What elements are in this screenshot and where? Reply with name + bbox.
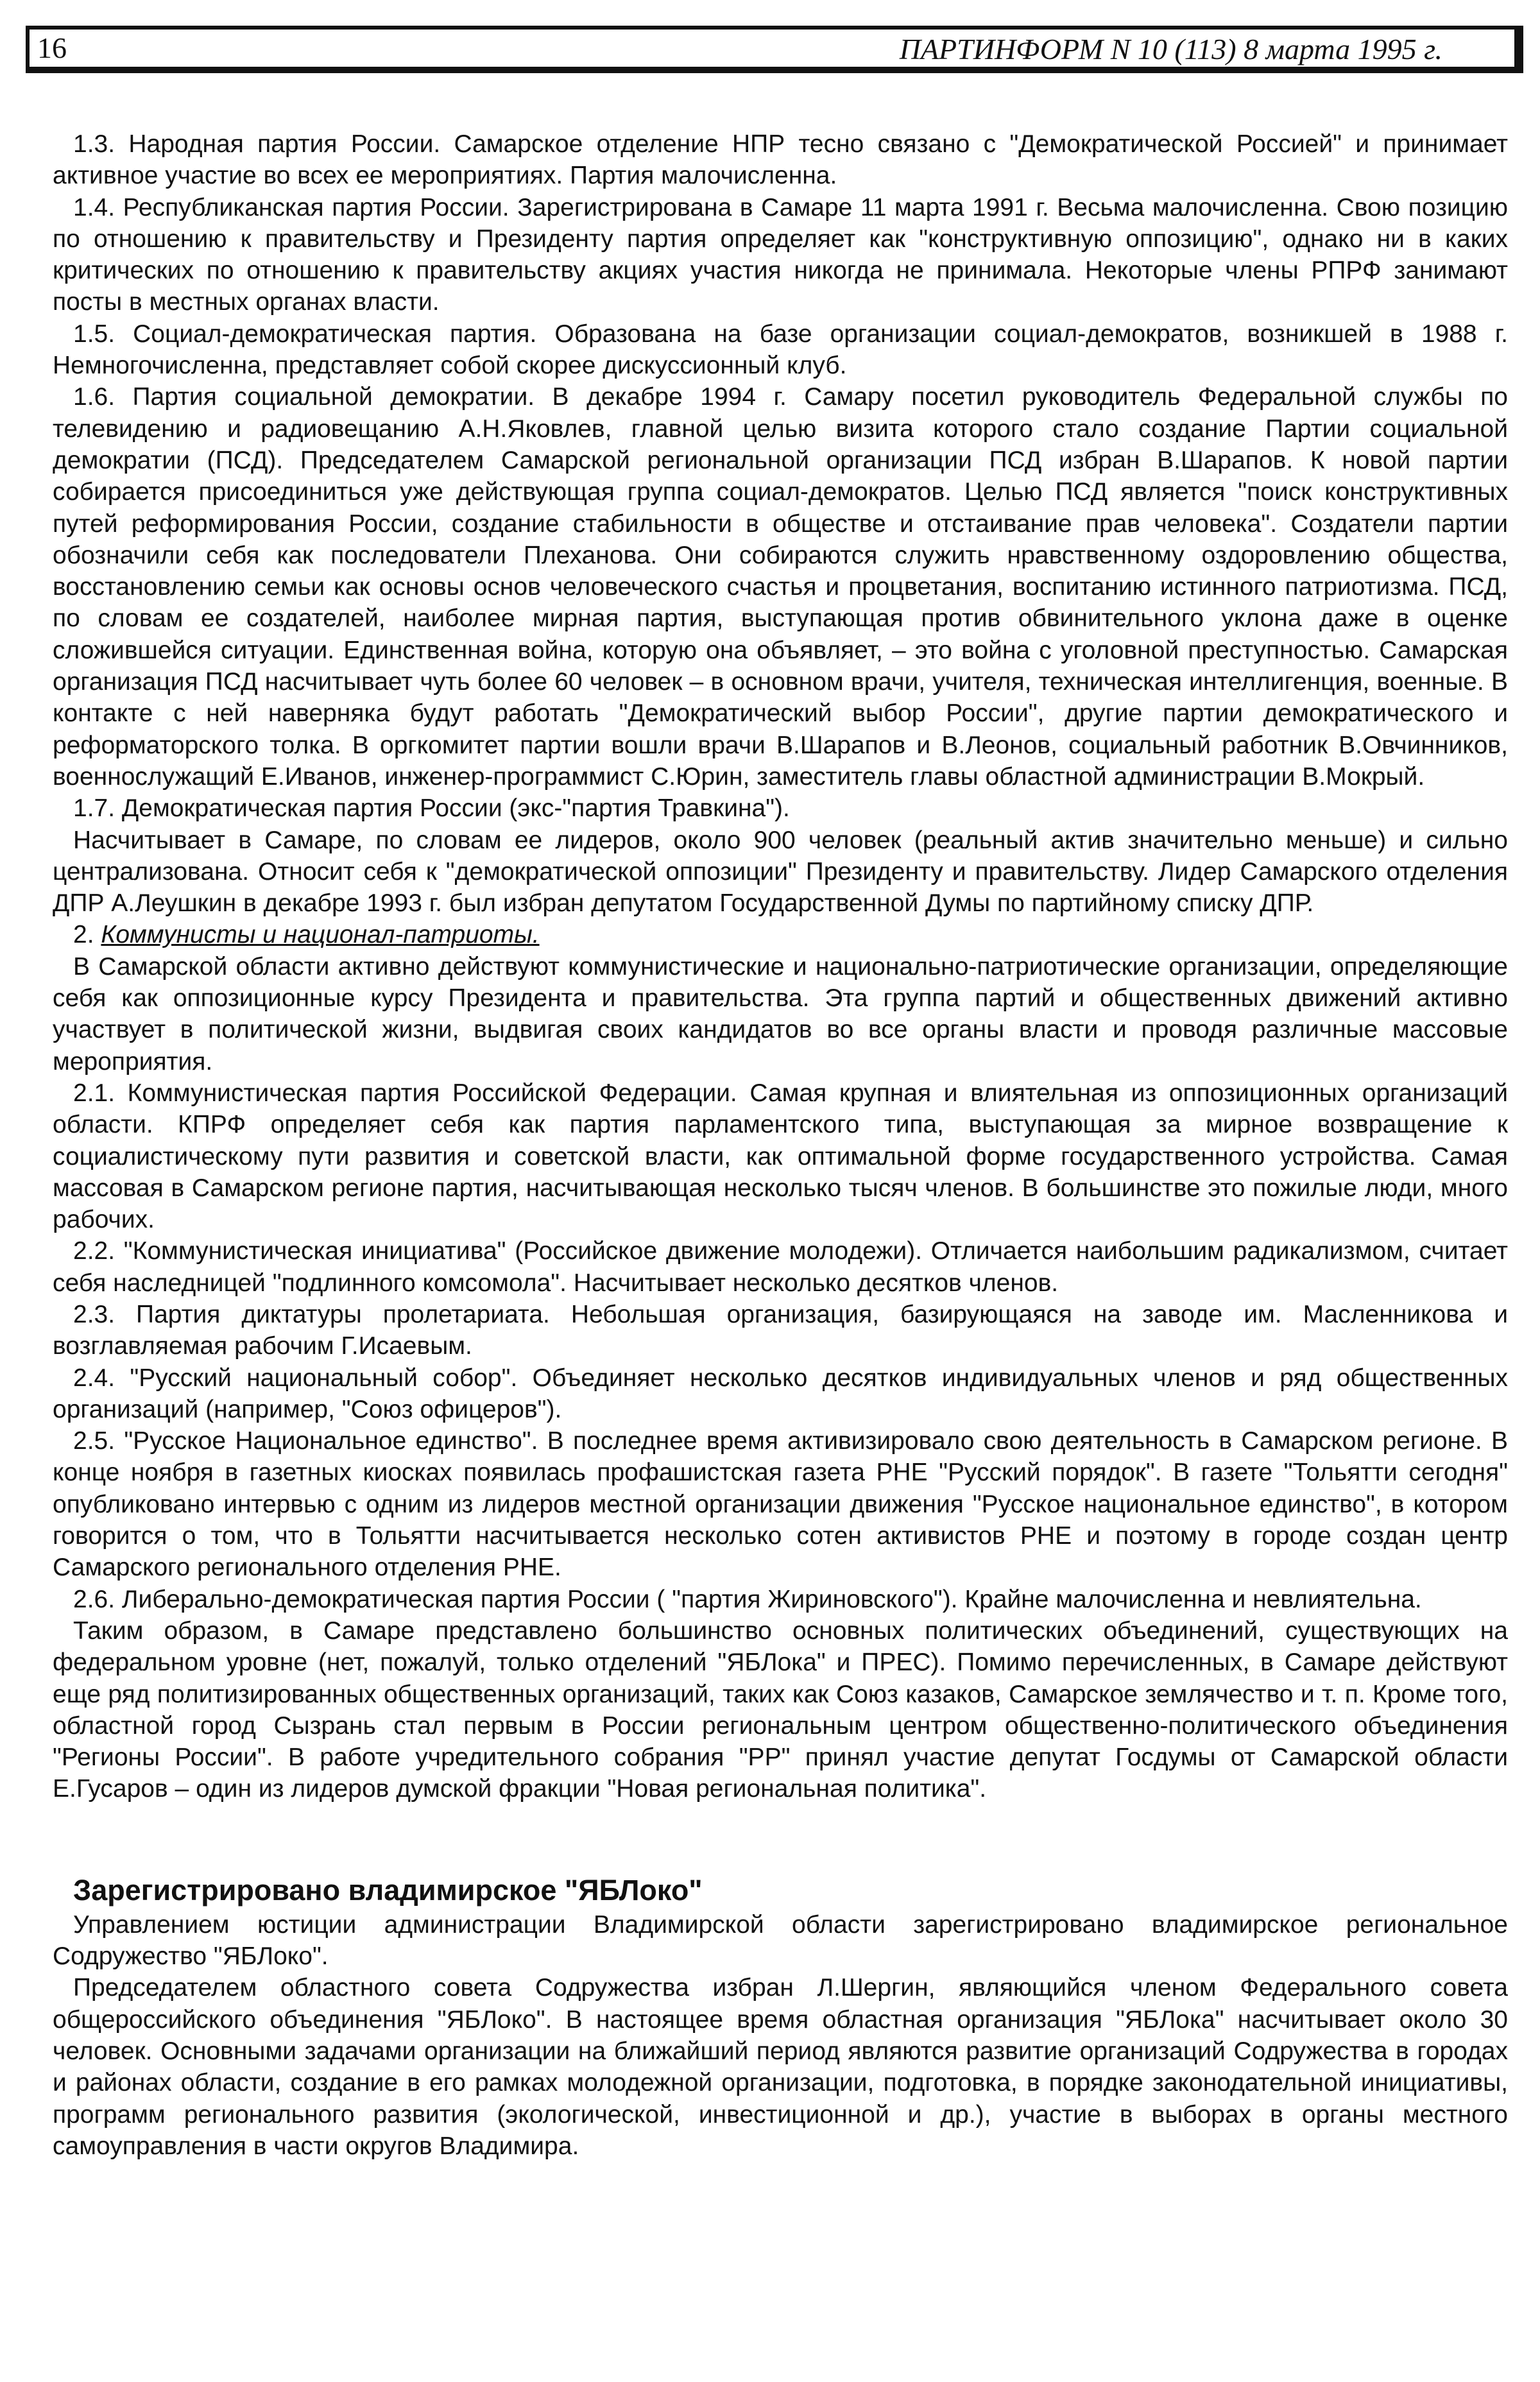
article-separator [53, 1805, 1508, 1872]
article-2-paragraph-2: Председателем областного совета Содружества избран Л.Шергин, являющийся членом Федерального совета общероссийского объединения "ЯБЛоко". В настоящее время областная организация "ЯБЛока" насчитывает около 30 человек. Основными задачами организации на ближайший период являются развитие организаций Содружества в городах и районах области, создание в его рамках молодежной организации, подготовка, в порядке законодательной инициативы, программ регионального развития (экологической, инвестиционной и др.), участие в выборах в органы местного самоуправления в части округов Владимира. [53, 1974, 1508, 2160]
section-2-heading [53, 919, 1508, 950]
page-header [26, 26, 1523, 73]
paragraph-1-5: 1.5. Социал-демократическая партия. Образована на базе организации социал-демократов, возникшей в 1988 г. Немногочисленна, представляет собой скорее дискуссионный клуб. [53, 320, 1508, 380]
paragraph-1-7: 1.7. Демократическая партия России (экс-"партия Травкина"). [73, 794, 790, 823]
paragraph-2-5: 2.5. "Русское Национальное единство". В последнее время активизировало свою деятельность в Самарском регионе. В конце ноября в газетных киосках появилась профашистская газета РНЕ "Русский порядок". В газете "Тольятти сегодня" опубликовано интервью с одним из лидеров местной организации движения "Русское национальное единство", в котором говорится о том, что в Тольятти насчитывается несколько сотен активистов РНЕ и поэтому в городе создан центр Самарского регионального отделения РНЕ. [53, 1427, 1508, 1582]
paragraph-2-6: 2.6. Либерально-демократическая партия России ( "партия Жириновского"). Крайне малочисленна и невлиятельна. [73, 1585, 1422, 1613]
paragraph-section-2-intro: В Самарской области активно действуют коммунистические и национально-патриотические организации, определяющие себя как оппозиционные курсу Президента и правительства. Эта группа партий и общественных движений активно участвует в политической жизни, выдвигая своих кандидатов во все органы власти и проводя различные массовые мероприятия. [53, 952, 1508, 1075]
article-2-paragraph-1: Управлением юстиции администрации Владимирской области зарегистрировано владимирское региональное Содружество "ЯБЛоко". [53, 1910, 1508, 1971]
paragraph-2-1: 2.1. Коммунистическая партия Российской Федерации. Самая крупная и влиятельная из оппозиционных организаций области. КПРФ определяет себя как партия парламентского типа, выступающая за мирное возвращение к социалистическому пути развития и советской власти, как оптимальной форме государственного устройства. Самая массовая в Самарском регионе партия, насчитывающая несколько тысяч членов. В большинстве это пожилые люди, много рабочих. [53, 1079, 1508, 1234]
paragraph-2-3: 2.3. Партия диктатуры пролетариата. Небольшая организация, базирующаяся на заводе им. Масленникова и возглавляемая рабочим Г.Исаевым. [53, 1300, 1508, 1360]
paragraph-2-2: 2.2. "Коммунистическая инициатива" (Российское движение молодежи). Отличается наибольшим радикализмом, считает себя наследницей "подлинного комсомола". Насчитывает несколько десятков членов. [53, 1237, 1508, 1297]
article-body [53, 128, 1508, 2162]
section-2-number: 2. [73, 921, 101, 949]
running-head: ПАРТИНФОРМ N 10 (113) 8 марта 1995 г. [899, 33, 1442, 65]
page-number: 16 [37, 31, 67, 64]
section-2-title: Коммунисты и национал-патриоты. [101, 921, 540, 949]
paragraph-dpr-details: Насчитывает в Самаре, по словам ее лидеров, около 900 человек (реальный актив значительно меньше) и сильно централизована. Относит себя к "демократической оппозиции" Президенту и правительству. Лидер Самарского отделения ДПР А.Леушкин в декабре 1993 г. был избран депутатом Государственной Думы по партийному списку ДПР. [53, 826, 1508, 918]
article-2-headline: Зарегистрировано владимирское "ЯБЛоко" [73, 1873, 703, 1906]
paragraph-conclusion: Таким образом, в Самаре представлено большинство основных политических объединений, существующих на федеральном уровне (нет, пожалуй, только отделений "ЯБЛока" и ПРЕС). Помимо перечисленных, в Самаре действуют еще ряд политизированных общественных организаций, таких как Союз казаков, Самарское землячество и т. п. Кроме того, областной город Сызрань стал первым в России региональным центром общественно-политического объединения "Регионы России". В работе учредительного собрания "РР" принял участие депутат Госдумы от Самарской области Е.Гусаров – один из лидеров думской фракции "Новая региональная политика". [53, 1616, 1508, 1803]
paragraph-1-6: 1.6. Партия социальной демократии. В декабре 1994 г. Самару посетил руководитель Федеральной службы по телевидению и радиовещанию А.Н.Яковлев, главной целью визита которого стало создание Партии социальной демократии (ПСД). Председателем Самарской региональной организации ПСД избран В.Шарапов. К новой партии собирается присоединиться уже действующая группа социал-демократов. Целью ПСД является "поиск конструктивных путей реформирования России, создание стабильности в обществе и отстаивание прав человека". Создатели партии обозначили себя как последователи Плеханова. Они собираются служить нравственному оздоровлению общества, восстановлению семьи как основы основ человеческого счастья и процветания, воспитанию истинного патриотизма. ПСД, по словам ее создателей, наиболее мирная партия, выступающая против обвинительного уклона даже в оценке сложившейся ситуации. Единственная война, которую она объявляет, – это война с уголовной преступностью. Самарская организация ПСД насчитывает чуть более 60 человек – в основном врачи, учителя, техническая интеллигенция, военные. В контакте с ней наверняка будут работать "Демократический выбор России", другие партии демократического и реформаторского толка. В оргкомитет партии вошли врачи В.Шарапов и В.Леонов, социальный работник В.Овчинников, военнослужащий Е.Иванов, инженер-программист С.Юрин, заместитель главы областной администрации В.Мокрый. [53, 383, 1508, 791]
paragraph-1-3: 1.3. Народная партия России. Самарское отделение НПР тесно связано с "Демократической Россией" и принимает активное участие во всех ее мероприятиях. Партия малочисленна. [53, 130, 1508, 190]
paragraph-2-4: 2.4. "Русский национальный собор". Объединяет несколько десятков индивидуальных членов и ряд общественных организаций (например, "Союз офицеров"). [53, 1364, 1508, 1423]
paragraph-1-4: 1.4. Республиканская партия России. Зарегистрирована в Самаре 11 марта 1991 г. Весьма малочисленна. Свою позицию по отношению к правительству и Президенту партия определяет как "конструктивную оппозицию", однако ни в каких критических по отношению к правительству акциях участия никогда не принимала. Некоторые члены РПРФ занимают посты в местных органах власти. [53, 193, 1508, 316]
